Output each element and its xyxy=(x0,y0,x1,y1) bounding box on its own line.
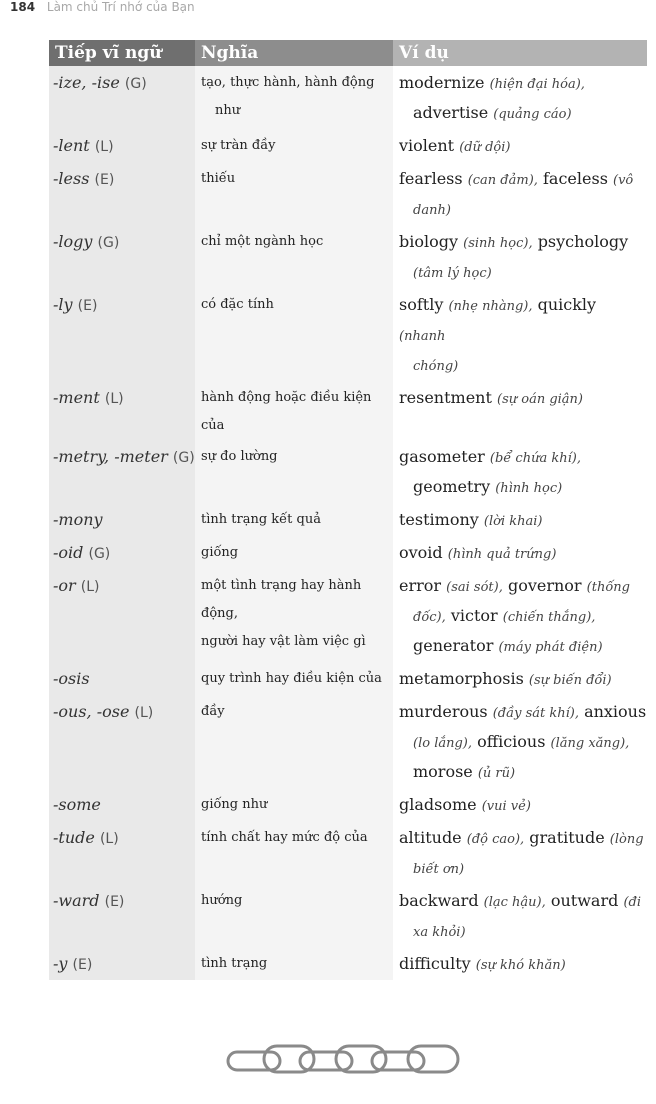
example-line xyxy=(399,791,647,821)
suffix-origin: (L) xyxy=(104,391,124,407)
example-word: backward xyxy=(399,891,479,910)
example-gloss: (sự biến đổi) xyxy=(528,673,612,688)
meaning-text: giống như xyxy=(201,797,268,812)
suffix-text: -ment xyxy=(53,388,100,407)
suffix-origin: (G) xyxy=(88,546,111,562)
example-gloss: chóng) xyxy=(413,359,459,374)
suffix-cell xyxy=(49,536,195,569)
suffix-cell xyxy=(49,225,195,288)
meaning-text: có đặc tính xyxy=(201,297,274,312)
example-cell xyxy=(393,947,647,980)
example-gloss: (quảng cáo) xyxy=(493,107,572,122)
table-row xyxy=(49,129,647,162)
example-line xyxy=(399,443,647,473)
example-word: biology xyxy=(399,232,459,251)
example-word: geometry xyxy=(413,477,491,496)
example-gloss: (chiến thắng), xyxy=(502,610,596,625)
example-line xyxy=(399,506,647,536)
example-line xyxy=(399,258,647,288)
suffix-origin: (E) xyxy=(94,172,115,188)
meaning-cell xyxy=(195,129,393,162)
meaning-text: một tình trạng hay hành động, xyxy=(201,578,362,621)
meaning-cell xyxy=(195,884,393,947)
example-word: psychology xyxy=(537,232,629,251)
example-word: modernize xyxy=(399,73,485,92)
example-cell xyxy=(393,536,647,569)
example-line xyxy=(399,758,647,788)
suffix-text: -lent xyxy=(53,136,90,155)
suffix-cell xyxy=(49,162,195,225)
example-cell xyxy=(393,225,647,288)
page-number: 184 xyxy=(10,0,36,14)
example-line xyxy=(399,824,647,854)
example-cell xyxy=(393,821,647,884)
example-gloss: (bể chứa khí), xyxy=(489,451,581,466)
example-word: softly xyxy=(399,295,444,314)
example-line xyxy=(399,887,647,917)
example-cell xyxy=(393,129,647,162)
running-head xyxy=(10,0,195,16)
example-cell xyxy=(393,66,647,129)
meaning-text: người hay vật làm việc gì xyxy=(201,634,366,649)
example-gloss: (nhẹ nhàng), xyxy=(448,299,533,314)
example-word: morose xyxy=(413,762,473,781)
example-word: faceless xyxy=(543,169,608,188)
suffix-origin: (G) xyxy=(97,235,120,251)
table-row xyxy=(49,569,647,662)
suffix-text: -y xyxy=(53,954,68,973)
example-cell xyxy=(393,503,647,536)
suffix-origin: (L) xyxy=(80,579,100,595)
meaning-text: hành động hoặc điều kiện của xyxy=(201,390,372,433)
example-line xyxy=(399,632,647,662)
example-word: officious xyxy=(477,732,546,751)
table-row xyxy=(49,884,647,947)
example-line xyxy=(399,69,647,99)
example-word: governor xyxy=(507,576,582,595)
example-gloss: (lòng xyxy=(609,832,644,847)
meaning-cell xyxy=(195,821,393,884)
example-line xyxy=(399,572,647,602)
suffix-origin: (E) xyxy=(77,298,98,314)
suffix-cell xyxy=(49,821,195,884)
suffix-cell xyxy=(49,788,195,821)
example-line xyxy=(399,132,647,162)
example-word: outward xyxy=(550,891,619,910)
example-line xyxy=(399,950,647,980)
meaning-text: tính chất hay mức độ của xyxy=(201,830,368,845)
suffix-origin: (L) xyxy=(99,831,119,847)
example-line xyxy=(399,351,647,381)
suffix-text: -ize, -ise xyxy=(53,73,120,92)
example-word: testimony xyxy=(399,510,479,529)
table-row xyxy=(49,662,647,695)
header-suffix: Tiếp vĩ ngữ xyxy=(49,40,195,66)
example-word: murderous xyxy=(399,702,488,721)
suffix-text: -metry, -meter xyxy=(53,447,168,466)
example-line xyxy=(399,228,647,258)
example-line xyxy=(399,99,647,129)
example-word: violent xyxy=(399,136,455,155)
meaning-text: chỉ một ngành học xyxy=(201,234,324,249)
example-gloss: xa khỏi) xyxy=(413,925,466,940)
table-row xyxy=(49,788,647,821)
meaning-text: tình trạng xyxy=(201,956,268,971)
example-line xyxy=(399,473,647,503)
suffix-text: -some xyxy=(53,795,101,814)
table-row xyxy=(49,66,647,129)
suffix-text: -ly xyxy=(53,295,73,314)
example-gloss: (đầy sát khí), xyxy=(492,706,579,721)
suffix-table xyxy=(49,40,647,980)
meaning-cell xyxy=(195,381,393,440)
meaning-cell xyxy=(195,288,393,381)
suffix-cell xyxy=(49,381,195,440)
table-row xyxy=(49,947,647,980)
example-line xyxy=(399,165,647,195)
example-cell xyxy=(393,788,647,821)
example-word: ovoid xyxy=(399,543,443,562)
example-gloss: (lăng xăng), xyxy=(550,736,630,751)
chain-link-ornament-icon xyxy=(226,1040,460,1080)
example-gloss: (hình học) xyxy=(495,481,563,496)
suffix-origin: (G) xyxy=(124,76,147,92)
suffix-origin: (G) xyxy=(172,450,195,466)
example-line xyxy=(399,728,647,758)
example-line xyxy=(399,291,647,351)
example-gloss: (lạc hậu), xyxy=(483,895,546,910)
meaning-text: tình trạng kết quả xyxy=(201,512,321,527)
suffix-cell xyxy=(49,569,195,662)
example-line xyxy=(399,665,647,695)
meaning-cell xyxy=(195,788,393,821)
example-gloss: (đi xyxy=(623,895,641,910)
meaning-text: sự đo lường xyxy=(201,449,278,464)
example-gloss: (vô xyxy=(613,173,634,188)
header-meaning: Nghĩa xyxy=(195,40,393,66)
meaning-cell xyxy=(195,569,393,662)
suffix-cell xyxy=(49,947,195,980)
table-row xyxy=(49,695,647,788)
example-word: generator xyxy=(413,636,494,655)
meaning-cell xyxy=(195,225,393,288)
example-gloss: đốc), xyxy=(413,610,446,625)
table-row xyxy=(49,440,647,503)
suffix-cell xyxy=(49,503,195,536)
table-row xyxy=(49,162,647,225)
example-line xyxy=(399,384,647,414)
suffix-text: -or xyxy=(53,576,76,595)
example-line xyxy=(399,854,647,884)
example-word: victor xyxy=(450,606,498,625)
example-cell xyxy=(393,569,647,662)
suffix-text: -osis xyxy=(53,669,90,688)
suffix-cell xyxy=(49,884,195,947)
meaning-text: sự tràn đầy xyxy=(201,138,276,153)
example-word: gladsome xyxy=(399,795,477,814)
example-word: resentment xyxy=(399,388,492,407)
example-word: fearless xyxy=(399,169,463,188)
table-row xyxy=(49,288,647,381)
example-line xyxy=(399,602,647,632)
table-row xyxy=(49,536,647,569)
example-cell xyxy=(393,381,647,440)
suffix-text: -tude xyxy=(53,828,95,847)
suffix-text: -ward xyxy=(53,891,100,910)
example-gloss: (độ cao), xyxy=(466,832,525,847)
example-cell xyxy=(393,288,647,381)
meaning-cell xyxy=(195,947,393,980)
meaning-cell xyxy=(195,162,393,225)
example-word: anxious xyxy=(584,702,647,721)
example-gloss: (can đảm), xyxy=(467,173,538,188)
meaning-text: giống xyxy=(201,545,239,560)
example-gloss: (tâm lý học) xyxy=(413,266,492,281)
example-word: gasometer xyxy=(399,447,485,466)
example-gloss: (máy phát điện) xyxy=(498,640,603,655)
example-word: difficulty xyxy=(399,954,471,973)
example-cell xyxy=(393,662,647,695)
example-word: metamorphosis xyxy=(399,669,524,688)
suffix-text: -less xyxy=(53,169,90,188)
example-gloss: (lời khai) xyxy=(483,514,543,529)
table-row xyxy=(49,821,647,884)
suffix-origin: (E) xyxy=(104,894,125,910)
example-gloss: (ủ rũ) xyxy=(477,766,516,781)
example-gloss: (dữ dội) xyxy=(459,140,511,155)
table-row xyxy=(49,503,647,536)
suffix-text: -logy xyxy=(53,232,93,251)
example-gloss: (lo lắng), xyxy=(413,736,472,751)
example-gloss: (sự oán giận) xyxy=(497,392,584,407)
meaning-cell xyxy=(195,536,393,569)
meaning-text: quy trình hay điều kiện của xyxy=(201,671,382,686)
example-cell xyxy=(393,884,647,947)
example-gloss: danh) xyxy=(413,203,451,218)
example-cell xyxy=(393,695,647,788)
suffix-text: -oid xyxy=(53,543,84,562)
suffix-cell xyxy=(49,66,195,129)
example-cell xyxy=(393,440,647,503)
example-line xyxy=(399,698,647,728)
meaning-text: hướng xyxy=(201,893,243,908)
suffix-text: -mony xyxy=(53,510,103,529)
table-header-row xyxy=(49,40,647,66)
table-row xyxy=(49,225,647,288)
example-gloss: (thống xyxy=(586,580,630,595)
suffix-origin: (L) xyxy=(134,705,154,721)
example-line xyxy=(399,195,647,225)
example-line xyxy=(399,917,647,947)
meaning-text: đầy xyxy=(201,704,225,719)
example-gloss: (sai sót), xyxy=(446,580,503,595)
meaning-cell xyxy=(195,440,393,503)
suffix-cell xyxy=(49,129,195,162)
book-title: Làm chủ Trí nhớ của Bạn xyxy=(46,0,195,14)
suffix-origin: (E) xyxy=(72,957,93,973)
suffix-cell xyxy=(49,288,195,381)
meaning-cell xyxy=(195,503,393,536)
meaning-text: như xyxy=(215,103,241,118)
header-example: Ví dụ xyxy=(393,40,647,66)
suffix-cell xyxy=(49,695,195,788)
example-line xyxy=(399,539,647,569)
table-row xyxy=(49,381,647,440)
example-gloss: (hiện đại hóa), xyxy=(489,77,585,92)
example-gloss: (sự khó khăn) xyxy=(475,958,566,973)
example-cell xyxy=(393,162,647,225)
example-gloss: (nhanh xyxy=(399,329,446,344)
meaning-cell xyxy=(195,662,393,695)
example-word: advertise xyxy=(413,103,489,122)
meaning-text: tạo, thực hành, hành động xyxy=(201,75,375,90)
suffix-cell xyxy=(49,662,195,695)
example-gloss: (vui vẻ) xyxy=(481,799,531,814)
example-word: gratitude xyxy=(529,828,605,847)
example-word: altitude xyxy=(399,828,462,847)
suffix-cell xyxy=(49,440,195,503)
example-word: quickly xyxy=(537,295,597,314)
suffix-origin: (L) xyxy=(94,139,114,155)
example-gloss: biết ơn) xyxy=(413,862,465,877)
example-word: error xyxy=(399,576,442,595)
meaning-cell xyxy=(195,66,393,129)
meaning-cell xyxy=(195,695,393,788)
example-gloss: (hình quả trứng) xyxy=(447,547,557,562)
example-gloss: (sinh học), xyxy=(463,236,533,251)
meaning-text: thiếu xyxy=(201,171,236,186)
suffix-text: -ous, -ose xyxy=(53,702,130,721)
